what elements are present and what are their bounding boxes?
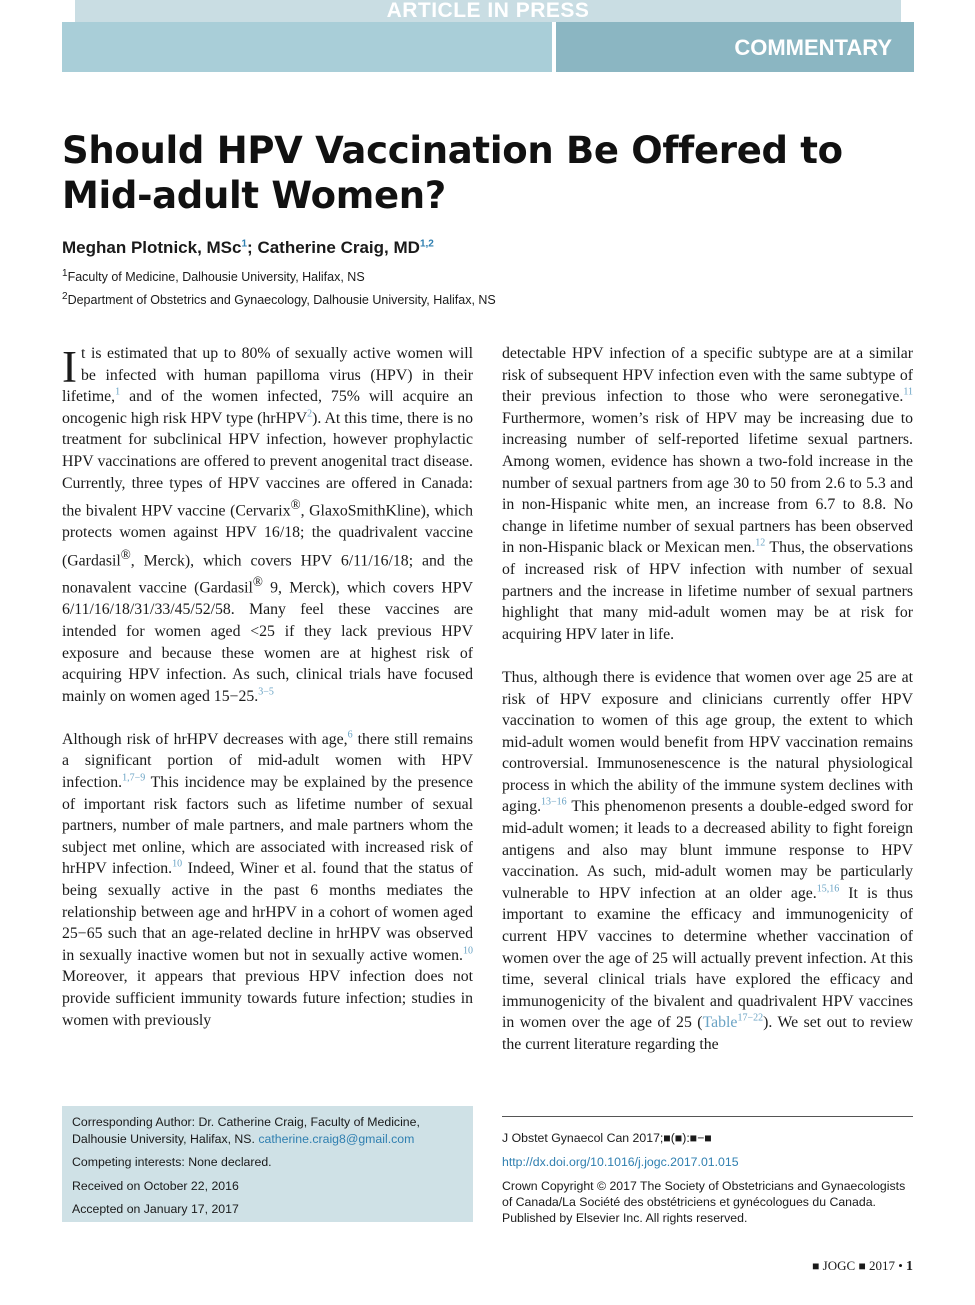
footer-square-marker: ■ — [812, 1259, 820, 1273]
citation-ref[interactable]: 6 — [347, 729, 353, 741]
p3-text-c: Thus, the observations of increased risk of HPV infection with number of sexual partners and the increase in lifetime number of sexual partners highlight that many mid-adult women may be at risk for acquiring HPV later in life. — [502, 539, 913, 643]
p4-text-c: It is thus important to examine the efficacy and immunogenicity of current HPV vaccines to determine whether vaccination of women over the age of 25 will actually prevent infection. At this time, several clinical trials have explored the efficacy and immunogenicity of the bivalent and quadrivalent HPV vaccines in women over the age of 25 ( — [502, 884, 913, 1032]
p1-text-f: 9, Merck), which covers HPV 6/11/16/18/31/33/45/52/58. Many feel these vaccines are intended for women aged <25 if they lack previous HPV exposure and because these women are at highest risk of acquiring HPV infection. As such, clinical trials have focused mainly on women aged 15−25. — [62, 579, 473, 705]
citation-ref[interactable]: 15,16 — [816, 883, 840, 895]
author-2-name: Catherine Craig, MD — [257, 238, 420, 257]
title-line-1: Should HPV Vaccination Be Offered to — [62, 129, 843, 172]
citation-ref[interactable]: 10 — [172, 859, 183, 871]
registered-mark: ® — [252, 574, 263, 590]
author-list — [62, 238, 434, 258]
page-footer — [812, 1258, 913, 1275]
author-separator: ; — [247, 238, 253, 257]
header-band — [62, 22, 914, 72]
citation-ref[interactable]: 1 — [115, 386, 121, 398]
paragraph-4 — [502, 667, 913, 1056]
p2-text-a: Although risk of hrHPV decreases with age, — [62, 730, 348, 748]
author-email-link[interactable]: catherine.craig8@gmail.com — [258, 1131, 415, 1146]
citation-ref[interactable]: 1,7−9 — [122, 772, 146, 784]
citation-ref[interactable]: 10 — [463, 945, 473, 957]
p2-text-e: Moreover, it appears that previous HPV infection does not provide sufficient immunity towards future infection; studies in women with previously — [62, 968, 473, 1029]
affiliation-1-text: Faculty of Medicine, Dalhousie University, Halifax, NS — [67, 270, 365, 285]
affiliation-2-text: Department of Obstetrics and Gynaecology, Dalhousie University, Halifax, NS — [67, 293, 496, 308]
body-column-left — [62, 343, 473, 1031]
author-2-affil-ref[interactable]: 1,2 — [419, 238, 434, 250]
p1-text-e: , Merck), which covers HPV 6/11/16/18; and the nonavalent vaccine (Gardasil — [62, 551, 473, 597]
p3-text-b: Furthermore, women’s risk of HPV may be increasing due to increasing number of self-reported lifetime sexual partners. Among women, evidence has shown a two-fold increase in the number of sexual partners from age 30 to 50 from 2.6 to 5.3 and in non-Hispanic white men, an increase from 6.7 to 8.8. No change in lifetime number of sexual partners has been observed in non-Hispanic black or Mexican men. — [502, 409, 913, 557]
body-column-right — [502, 343, 913, 1056]
affiliation-1-number: 1 — [62, 268, 68, 279]
table-link[interactable]: Table — [702, 1014, 738, 1032]
paragraph-3 — [502, 343, 913, 645]
article-title — [62, 128, 922, 218]
citation-ref[interactable]: 3−5 — [258, 686, 274, 698]
p2-text-d: Indeed, Winer et al. found that the status of being sexually active in the past 6 months mediates the relationship between age and hrHPV in a cohort of women aged 25−65 such that an age-related decline in hrHPV was observed in sexually inactive women but not in sexually active women. — [62, 860, 473, 964]
article-in-press-banner: ARTICLE IN PRESS — [75, 0, 901, 22]
p3-text-a: detectable HPV infection of a specific subtype are at a similar risk of subsequent HPV infection even with the same subtype of their previous infection to those who were seronegative. — [502, 345, 913, 406]
p1-text-b: and of the women infected, 75% will acquire an oncogenic high risk HPV type (hrHPV — [62, 388, 473, 427]
citation-ref[interactable]: 13−16 — [541, 797, 567, 809]
title-line-2: Mid-adult Women? — [62, 174, 446, 217]
paragraph-2 — [62, 729, 473, 1031]
corresponding-author — [72, 1114, 463, 1147]
p1-text-a: t is estimated that up to 80% of sexually active women will be infected with human papilloma virus (HPV) in their lifetime, — [62, 345, 473, 406]
section-label: COMMENTARY — [556, 22, 914, 72]
footer-journal: JOGC — [822, 1258, 856, 1273]
citation-ref[interactable]: 11 — [903, 386, 913, 398]
p2-text-c: This incidence may be explained by the presence of important risk factors such as lifetime number of sexual partners, number of male partners, and male partners whom the subject met online, which are associated with increased risk of hrHPV infection. — [62, 774, 473, 878]
registered-mark: ® — [290, 497, 301, 513]
doi-link[interactable]: http://dx.doi.org/10.1016/j.jogc.2017.01.015 — [502, 1155, 739, 1169]
registered-mark: ® — [120, 546, 131, 562]
citation-ref[interactable]: 12 — [755, 538, 766, 550]
competing-interests: Competing interests: None declared. — [72, 1155, 272, 1169]
copyright-notice: Crown Copyright © 2017 The Society of Obstetricians and Gynaecologists of Canada/La Société des obstétriciens et gynécologues du Canada. Published by Elsevier Inc. All rights reserved. — [502, 1179, 906, 1225]
footer-year: 2017 — [868, 1258, 895, 1273]
received-date: Received on October 22, 2016 — [72, 1178, 239, 1193]
corresponding-author-text: Corresponding Author: Dr. Catherine Craig, Faculty of Medicine, Dalhousie University, Halifax, NS. — [72, 1115, 420, 1146]
footer-bullet: • — [898, 1258, 903, 1273]
page-number: 1 — [906, 1259, 913, 1274]
p2-text-b: there still remains a significant portion of mid-adult women with HPV infection. — [62, 730, 473, 792]
p4-text-d: ). We set out to review the current literature regarding the — [502, 1014, 913, 1053]
drop-cap: I — [62, 342, 77, 392]
paragraph-1 — [62, 343, 473, 707]
p1-text-d: , GlaxoSmithKline), which protects women against HPV 16/18; the quadrivalent vaccine (Gardasil — [62, 502, 473, 569]
affiliation-2-number: 2 — [62, 291, 68, 302]
p4-text-b: This phenomenon presents a double-edged sword for mid-adult women; it leads to a decreased ability to fight foreign antigens and also may blunt immune response to HPV vaccination. As such, mid-adult women may be particularly vulnerable to HPV infection at an older age. — [502, 798, 913, 902]
citation-ref[interactable]: 17−22 — [737, 1013, 764, 1025]
journal-citation: J Obstet Gynaecol Can 2017;■(■):■−■ — [502, 1131, 712, 1145]
affiliation-2 — [62, 291, 496, 307]
citation-ref[interactable]: 2 — [307, 408, 313, 420]
affiliation-1 — [62, 268, 365, 284]
author-1-name: Meghan Plotnick, MSc — [62, 238, 242, 257]
journal-info-divider — [502, 1116, 913, 1117]
correspondence-box — [62, 1106, 473, 1222]
author-1-affil-ref[interactable]: 1 — [241, 238, 248, 250]
p4-text-a: Thus, although there is evidence that women over age 25 are at risk of HPV exposure and clinicians currently offer HPV vaccination to women of this age group, the extent to which mid-adult women would benefit from HPV vaccination remains controversial. Immunosenescence is the natural physiological process in which the ability of the immune system declines with aging. — [502, 668, 913, 816]
header-band-left — [62, 22, 552, 72]
p1-text-c: ). At this time, there is no treatment for subclinical HPV infection, however prophylactic HPV vaccinations are offered to prevent anogenital tract disease. Currently, three types of HPV vaccines are offered in Canada: the bivalent HPV vaccine (Cervarix — [62, 409, 473, 520]
accepted-date: Accepted on January 17, 2017 — [72, 1202, 239, 1216]
footer-square-marker: ■ — [858, 1259, 866, 1273]
